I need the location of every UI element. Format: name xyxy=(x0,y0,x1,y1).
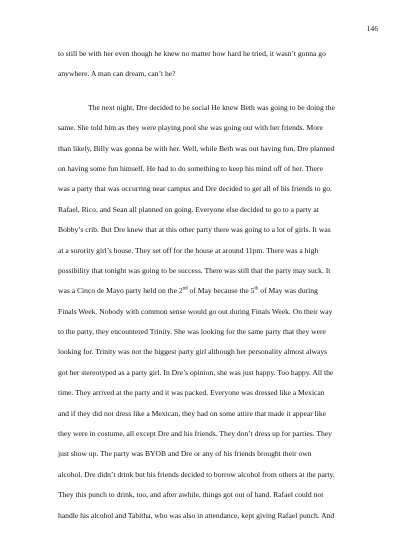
text-line: at a sorority girl’s house. They set off for the house at around 11pm. There was a high xyxy=(58,245,319,255)
text-segment: of May because the 5 xyxy=(187,286,255,296)
text-line: They this punch to drink, too, and after awhile, things got out of hand. Rafael could not xyxy=(58,490,324,500)
text-line: was a party that was occurring near campus and Dre decided to get all of his friends to go. xyxy=(58,184,332,194)
text-line: to still be with her even though he knew no matter how hard he tried, it wasn’t gonna go xyxy=(58,49,326,58)
text-segment: was a Cinco de Mayo party held on the 2 xyxy=(58,286,183,296)
text-segment: of May was during xyxy=(258,286,318,296)
text-line: time. They arrived at the party and it was packed. Everyone was dressed like a Mexican xyxy=(58,388,325,398)
text-line: Bobby’s crib. But Dre knew that at this other party there was going to a lot of girls. It was xyxy=(58,225,331,235)
text-line: just show up. The party was BYOB and Dre or any of his friends brought their own xyxy=(58,449,312,459)
text-line: same. She told him as they were playing pool she was going out with her friends. More xyxy=(58,123,323,133)
text-line: possibility that tonight was going to be success. There was still that the party may suck. It xyxy=(58,265,331,275)
body-text xyxy=(58,49,368,531)
text-line: on having some fun himself. He had to do something to keep his mind off of her. There xyxy=(58,163,323,173)
text-line: anywhere. A man can dream, can’t he? xyxy=(58,69,176,79)
paragraph-gap xyxy=(58,90,368,103)
text-line: got her stereotyped as a party girl. In Dre’s opinion, she was just happy. Too happy. All the xyxy=(58,367,334,377)
text-line: handle his alcohol and Tabitha, who was also in attendance, kept giving Rafael punch. And xyxy=(58,510,335,520)
page-number: 146 xyxy=(366,24,378,33)
text-line: looking for. Trinity was not the biggest party girl although her personality almost always xyxy=(58,347,328,357)
ordinal-superscript: th xyxy=(254,286,259,292)
text-line: alcohol. Dre didn’t drink but his friends decided to borrow alcohol from others at the party. xyxy=(58,469,335,479)
text-line: Finals Week. Nobody with common sense would go out during Finals Week. On their way xyxy=(58,306,333,316)
text-line: The next night, Dre decided to be social He knew Beth was going to be doing the xyxy=(88,102,335,112)
text-line: than likely, Billy was gonna be with her. Well, while Beth was out having fun, Dre planned xyxy=(58,143,335,153)
text-line: and if they did not dress like a Mexican, they had on some attire that made it appear like xyxy=(58,408,327,418)
text-line: to the party, they encountered Trinity. She was looking for the same party that they were xyxy=(58,327,326,337)
text-line-with-superscripts xyxy=(58,286,368,306)
ordinal-superscript: nd xyxy=(182,286,188,292)
text-line: Rafael, Rico, and Sean all planned on going. Everyone else decided to go to a party at xyxy=(58,204,319,214)
text-line: they were in costume, all except Dre and his friends. They don’t dress up for parties. They xyxy=(58,429,332,439)
